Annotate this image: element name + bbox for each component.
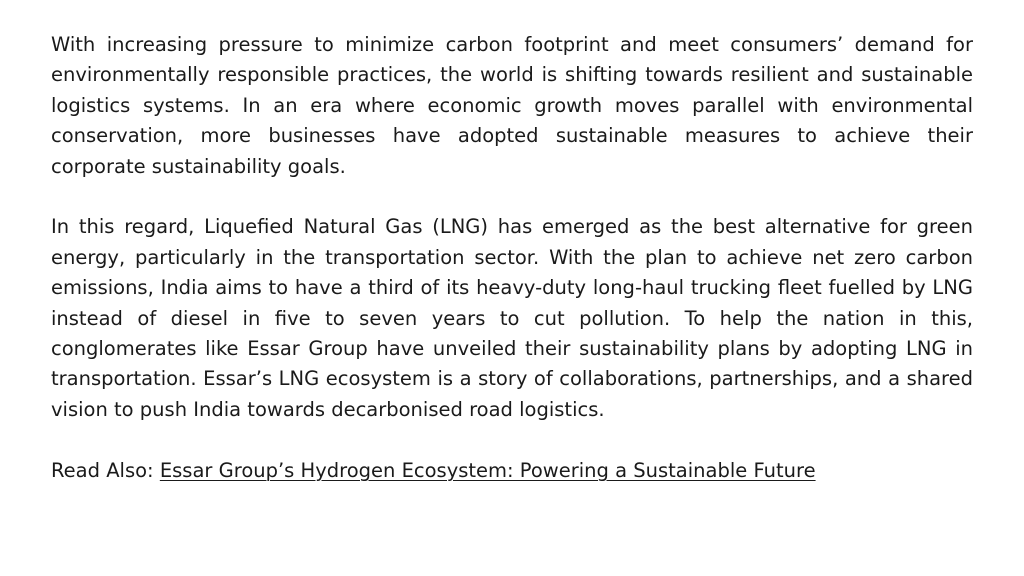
read-also-line	[51, 456, 973, 486]
read-also-link[interactable]: Essar Group’s Hydrogen Ecosystem: Powering a Sustainable Future	[159, 458, 816, 482]
read-also-label: Read Also:	[51, 458, 160, 482]
article-body	[51, 30, 973, 486]
paragraph-sustainable-logistics: With increasing pressure to minimize carbon footprint and meet consumers’ demand for environmentally responsible practices, the world is shifting towards resilient and sustainable logistics systems. In an era where economic growth moves parallel with environmental conservation, more businesses have adopted sustainable measures to achieve their corporate sustainability goals.	[51, 33, 973, 178]
paragraph-lng-transportation: In this regard, Liquefied Natural Gas (LNG) has emerged as the best alternative for green energy, particularly in the transportation sector. With the plan to achieve net zero carbon emissions, India aims to have a third of its heavy-duty long-haul trucking fleet fuelled by LNG instead of diesel in five to seven years to cut pollution. To help the nation in this, conglomerates like Essar Group have unveiled their sustainability plans by adopting LNG in transportation. Essar’s LNG ecosystem is a story of collaborations, partnerships, and a shared vision to push India towards decarbonised road logistics.	[51, 215, 973, 421]
